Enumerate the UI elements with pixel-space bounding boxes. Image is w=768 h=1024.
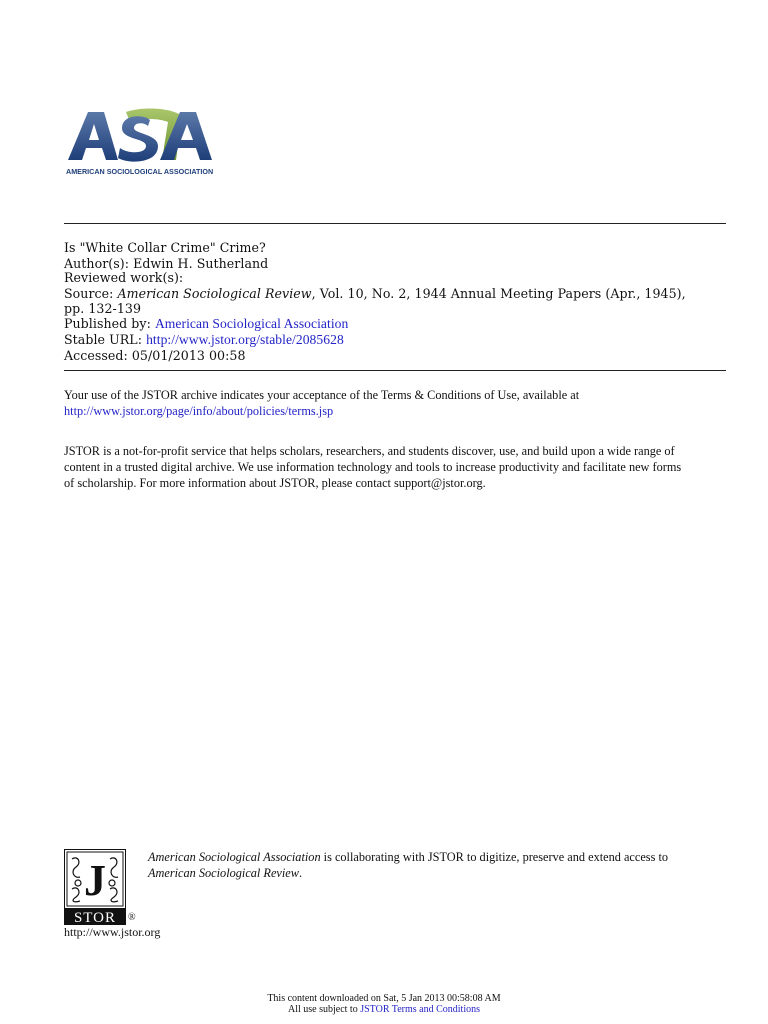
- stable-url-line: [64, 332, 344, 348]
- terms-text: Your use of the JSTOR archive indicates your acceptance of the Terms & Conditions of Use, available at: [64, 388, 580, 402]
- about-line-2: content in a trusted digital archive. We use information technology and tools to increase productivity and facilitate new forms: [64, 460, 682, 474]
- accessed-line: [64, 348, 246, 364]
- stable-url-link[interactable]: http://www.jstor.org/stable/2085628: [146, 332, 344, 347]
- asa-logo-graphic: [64, 100, 226, 182]
- accessed-label: Accessed:: [64, 348, 128, 363]
- source-line: [64, 286, 686, 302]
- collab-org: American Sociological Association: [148, 850, 321, 864]
- top-divider: [64, 223, 726, 224]
- asa-logo: [64, 100, 226, 182]
- source-journal: American Sociological Review: [117, 286, 312, 301]
- terms-notice: [0, 1004, 768, 1015]
- published-label: Published by:: [64, 316, 151, 331]
- bottom-divider: [64, 370, 726, 371]
- terms-link[interactable]: http://www.jstor.org/page/info/about/policies/terms.jsp: [64, 404, 334, 418]
- about-line-3: of scholarship. For more information about JSTOR, please contact support@jstor.org.: [64, 476, 486, 490]
- jstor-logo-letter: J: [84, 856, 106, 905]
- authors-label: Author(s):: [64, 256, 130, 271]
- about-jstor-paragraph: [64, 443, 734, 491]
- jstor-logo-word: STOR: [73, 910, 117, 925]
- stable-url-label: Stable URL:: [64, 332, 142, 347]
- terms-conditions-link[interactable]: JSTOR Terms and Conditions: [360, 1004, 480, 1015]
- authors-value: Edwin H. Sutherland: [133, 256, 269, 271]
- collab-text: is collaborating with JSTOR to digitize, preserve and extend access to: [320, 850, 669, 864]
- jstor-registered-mark: ®: [128, 912, 136, 923]
- source-label: Source:: [64, 286, 114, 301]
- publisher-line: [64, 316, 348, 332]
- terms-paragraph: [64, 387, 734, 419]
- source-pages: pp. 132-139: [64, 301, 142, 316]
- jstor-home-url: http://www.jstor.org: [64, 925, 161, 939]
- jstor-logo-graphic: [64, 849, 126, 925]
- reviewed-works-label: Reviewed work(s):: [64, 270, 184, 285]
- article-title: Is "White Collar Crime" Crime?: [64, 240, 266, 255]
- collab-journal: American Sociological Review: [148, 866, 299, 880]
- download-notice: This content downloaded on Sat, 5 Jan 2013 00:58:08 AM: [267, 993, 501, 1004]
- collab-end: .: [298, 866, 303, 880]
- terms-notice-prefix: All use subject to: [288, 1004, 361, 1015]
- about-line-1: JSTOR is a not-for-profit service that helps scholars, researchers, and students discover, use, and build upon a wide range of: [64, 444, 675, 458]
- accessed-value: 05/01/2013 00:58: [131, 348, 246, 363]
- asa-logo-tagline: AMERICAN SOCIOLOGICAL ASSOCIATION: [66, 167, 214, 176]
- collaboration-statement: [148, 849, 738, 881]
- jstor-logo: [64, 849, 126, 925]
- source-details: , Vol. 10, No. 2, 1944 Annual Meeting Papers (Apr., 1945),: [311, 286, 686, 301]
- publisher-link[interactable]: American Sociological Association: [154, 316, 349, 331]
